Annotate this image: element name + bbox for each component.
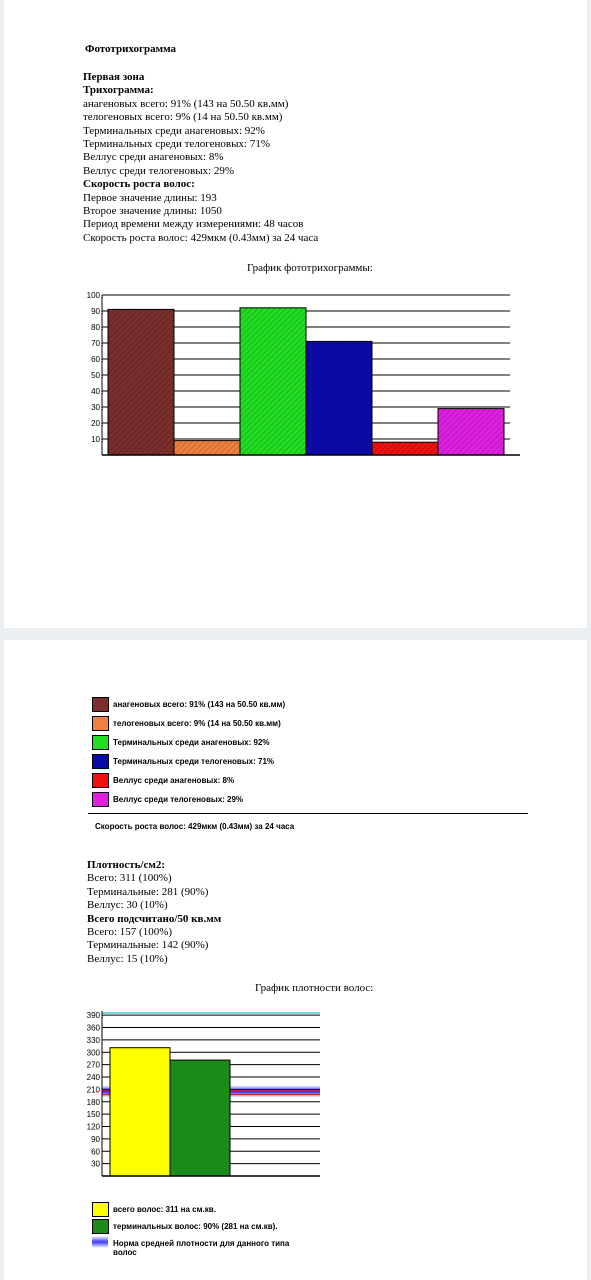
y-tick-label: 180 <box>86 1097 100 1107</box>
info-line: Веллус: 30 (10%) <box>87 899 168 912</box>
trichogram-info <box>83 71 318 245</box>
y-tick-label: 150 <box>86 1110 100 1120</box>
info-line: Терминальные: 142 (90%) <box>87 939 209 952</box>
legend-swatch <box>92 1236 108 1248</box>
density-heading: Плотность/см2: <box>87 859 166 871</box>
y-tick-label: 270 <box>86 1060 100 1070</box>
legend-swatch <box>92 1202 109 1217</box>
divider <box>88 813 528 814</box>
y-tick-label: 30 <box>91 403 100 412</box>
bar <box>108 309 174 455</box>
legend-swatch <box>92 754 109 769</box>
legend-label: Терминальных среди анагеновых: 92% <box>113 738 270 747</box>
zone-heading: Первая зона <box>83 71 145 83</box>
y-tick-label: 360 <box>86 1023 100 1033</box>
y-tick-label: 40 <box>91 387 100 396</box>
bar <box>372 442 438 455</box>
info-line: Терминальные: 281 (90%) <box>87 885 209 898</box>
legend-swatch <box>92 735 109 750</box>
y-tick-label: 80 <box>91 323 100 332</box>
y-tick-label: 210 <box>86 1085 100 1095</box>
density-info <box>87 859 221 966</box>
y-tick-label: 90 <box>91 307 100 316</box>
y-tick-label: 300 <box>86 1048 100 1058</box>
info-line: Терминальных среди анагеновых: 92% <box>83 124 265 137</box>
growth-heading: Скорость роста волос: <box>83 178 195 191</box>
y-tick-label: 60 <box>91 1147 100 1157</box>
y-tick-label: 50 <box>91 371 100 380</box>
legend-swatch <box>92 773 109 788</box>
legend-label: Веллус среди анагеновых: 8% <box>113 776 235 785</box>
info-line: Всего: 311 (100%) <box>87 872 172 885</box>
info-line: Терминальных среди телогеновых: 71% <box>83 138 270 151</box>
legend-swatch <box>92 1219 109 1234</box>
legend-label: терминальных волос: 90% (281 на см.кв). <box>113 1222 278 1231</box>
legend-label: анагеновых всего: 91% (143 на 50.50 кв.мм) <box>113 700 286 709</box>
y-tick-label: 120 <box>86 1122 100 1132</box>
info-line: Второе значение длины: 1050 <box>83 205 222 218</box>
trichogram-chart <box>80 288 525 460</box>
info-line: Всего: 157 (100%) <box>87 926 173 939</box>
y-tick-label: 70 <box>91 339 100 348</box>
bar <box>170 1060 230 1176</box>
legend-label-line: Норма средней плотности для данного типа <box>113 1239 290 1248</box>
bar <box>174 441 240 455</box>
speed-summary: Скорость роста волос: 429мкм (0.43мм) за 24 часа <box>95 822 295 831</box>
legend-swatch <box>92 716 109 731</box>
bar <box>306 341 372 455</box>
y-tick-label: 90 <box>91 1134 100 1144</box>
document-title: Фототрихограмма <box>85 43 177 55</box>
info-line: Первое значение длины: 193 <box>83 191 217 204</box>
trichogram-heading: Трихограмма: <box>83 84 154 97</box>
info-line: Период времени между измерениями: 48 часов <box>83 218 304 231</box>
legend-swatch <box>92 697 109 712</box>
legend-label: Терминальных среди телогеновых: 71% <box>113 757 275 766</box>
y-tick-label: 330 <box>86 1035 100 1045</box>
legend-label-line: волос <box>113 1248 137 1257</box>
chart2-title: График плотности волос: <box>255 982 374 994</box>
info-line: Веллус: 15 (10%) <box>87 952 168 965</box>
info-line: Скорость роста волос: 429мкм (0.43мм) за 24 часа <box>83 231 319 244</box>
legend-label: Веллус среди телогеновых: 29% <box>113 795 244 804</box>
info-line: телогеновых всего: 9% (14 на 50.50 кв.мм) <box>83 111 283 124</box>
bar <box>110 1048 170 1176</box>
legend-label <box>113 1239 289 1257</box>
info-line: Веллус среди телогеновых: 29% <box>83 164 235 177</box>
y-tick-label: 10 <box>91 435 100 444</box>
legend-swatch <box>92 792 109 807</box>
bar <box>438 409 504 455</box>
counted-heading: Всего подсчитано/50 кв.мм <box>87 912 222 925</box>
y-tick-label: 20 <box>91 419 100 428</box>
info-line: Веллус среди анагеновых: 8% <box>83 151 224 164</box>
y-tick-label: 60 <box>91 355 100 364</box>
y-tick-label: 30 <box>91 1159 100 1169</box>
y-tick-label: 390 <box>86 1011 100 1021</box>
y-tick-label: 240 <box>86 1073 100 1082</box>
legend-label: всего волос: 311 на см.кв. <box>113 1205 216 1214</box>
info-line: анагеновых всего: 91% (143 на 50.50 кв.мм) <box>83 97 289 110</box>
chart1-title: График фототрихограммы: <box>247 262 373 274</box>
bar <box>240 308 306 455</box>
legend-label: телогеновых всего: 9% (14 на 50.50 кв.мм) <box>113 719 281 728</box>
density-chart <box>80 1008 330 1180</box>
y-tick-label: 100 <box>86 291 100 300</box>
